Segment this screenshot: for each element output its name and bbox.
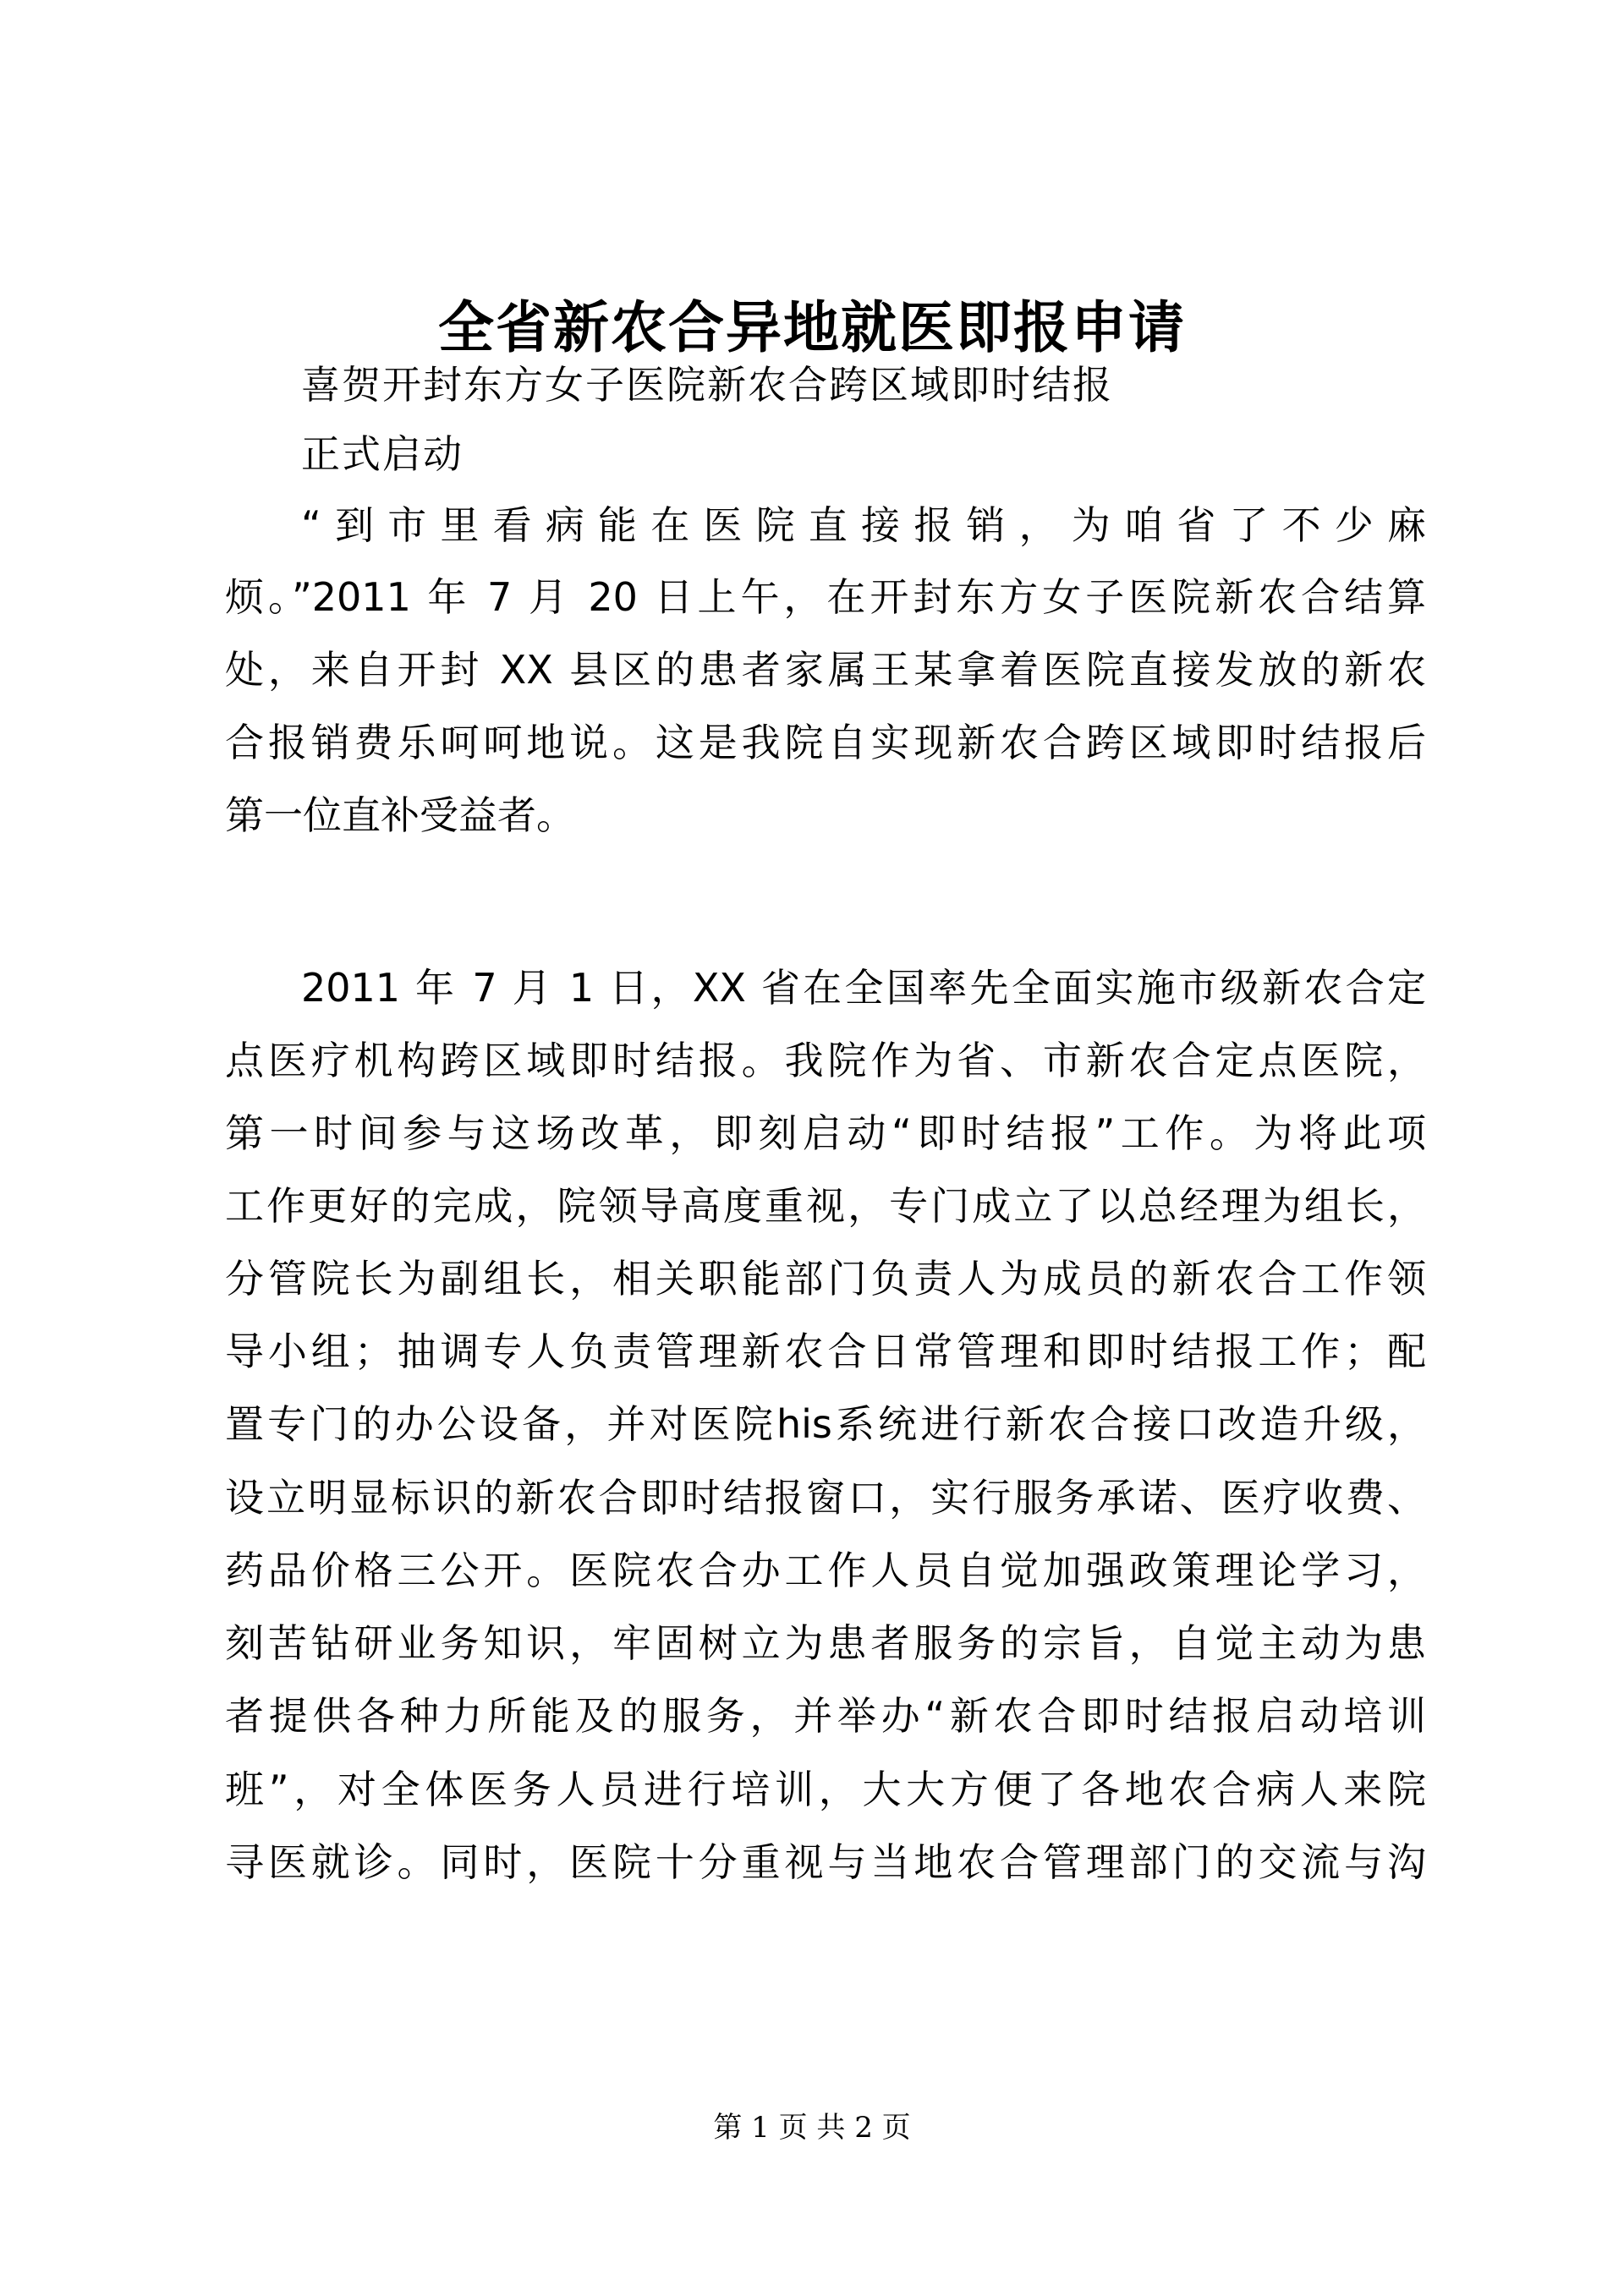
subtitle-line-1: 喜贺开封东方女子医院新农合跨区域即时结报 [301, 362, 1113, 408]
document-title: 全省新农合异地就医即报申请 [438, 295, 1186, 360]
paragraph-line: 刻苦钻研业务知识，牢固树立为患者服务的宗旨，自觉主动为患 [225, 1620, 1426, 1666]
paragraph-line: 点医疗机构跨区域即时结报。我院作为省、市新农合定点医院， [225, 1038, 1426, 1083]
paragraph-line: 第一时间参与这场改革，即刻启动“即时结报”工作。为将此项 [225, 1110, 1426, 1156]
page-number-footer: 第 1 页 共 2 页 [713, 2111, 911, 2145]
paragraph-line: 置专门的办公设备，并对医院his系统进行新农合接口改造升级， [225, 1401, 1426, 1447]
paragraph-line: 第一位直补受益者。 [225, 792, 575, 838]
paragraph-line: 设立明显标识的新农合即时结报窗口，实行服务承诺、医疗收费、 [225, 1475, 1426, 1521]
paragraph-line: 分管院长为副组长，相关职能部门负责人为成员的新农合工作领 [225, 1256, 1426, 1301]
paragraph-line: “到市里看病能在医院直接报销，为咱省了不少麻 [301, 502, 1426, 548]
paragraph-line: 班”，对全体医务人员进行培训，大大方便了各地农合病人来院 [225, 1767, 1426, 1812]
paragraph-line: 处，来自开封 XX 县区的患者家属王某拿着医院直接发放的新农 [225, 647, 1426, 693]
subtitle-line-2: 正式启动 [301, 431, 464, 477]
paragraph-line: 合报销费乐呵呵地说。这是我院自实现新农合跨区域即时结报后 [225, 720, 1426, 765]
paragraph-line: 烦。”2011 年 7 月 20 日上午，在开封东方女子医院新农合结算 [225, 574, 1426, 620]
paragraph-line: 寻医就诊。同时，医院十分重视与当地农合管理部门的交流与沟 [225, 1839, 1426, 1885]
paragraph-line: 导小组；抽调专人负责管理新农合日常管理和即时结报工作；配 [225, 1329, 1426, 1374]
paragraph-line: 2011 年 7 月 1 日，XX 省在全国率先全面实施市级新农合定 [301, 965, 1426, 1011]
paragraph-line: 药品价格三公开。医院农合办工作人员自觉加强政策理论学习， [225, 1548, 1426, 1593]
paragraph-line: 工作更好的完成，院领导高度重视，专门成立了以总经理为组长， [225, 1183, 1426, 1229]
paragraph-line: 者提供各种力所能及的服务，并举办“新农合即时结报启动培训 [225, 1693, 1426, 1739]
